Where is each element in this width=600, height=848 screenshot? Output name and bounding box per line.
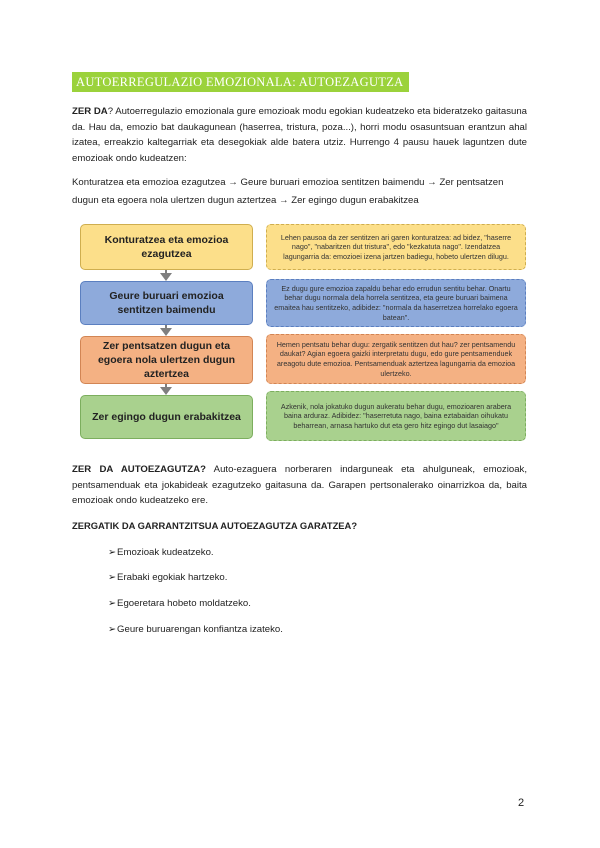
- steps-flow-text: Konturatzea eta emozioa ezagutzea → Geure buruari emozioa sentitzen baimendu → Zer pentsatzen dugun eta egoera nola ulertzen dugun aztertzea → Zer egingo dugun erabakitzea: [72, 177, 504, 206]
- arrow-bullet-icon: ➢: [108, 572, 117, 583]
- autoezagutza-text: Auto-ezaguera norberaren indarguneak eta ahulguneak, emozioak, pentsamenduak eta jokabideak ezagutzeko gaitasuna da. Garapen pertsonalerako oinarrizkoa da, baita emozioak ondo kudeatzeko ere.: [72, 464, 527, 506]
- step-description-1: Lehen pausoa da zer sentitzen ari garen konturatzea: ad bidez, "haserre nago", "nabaritzen dut tristura", edo "kezkatuta nago". Izendatzea lagungarria da: emozioei izena jartzen badiegu, hobeto ulertzen dilugu.: [266, 224, 526, 270]
- arrow-down-icon: [160, 387, 172, 395]
- step-description-4: Azkenik, nola jokatuko dugun aukeratu behar dugu, emozioaren arabera baina arduraz. Adibidez: "haserretuta nago, baina eztabaidan oihukatu beharrean, arnasa hartuko dut eta gero hitz egingo dut lasaiago": [266, 391, 526, 441]
- arrow-bullet-icon: ➢: [108, 598, 117, 609]
- step-box-1: Konturatzea eta emozioa ezagutzea: [80, 224, 253, 270]
- autoezagutza-paragraph: [72, 462, 527, 509]
- step-description-2: Ez dugu gure emozioa zapaldu behar edo errudun sentitu behar. Onartu behar dugu normala dela horrela sentitzea, eta geure buruari baimena emaitea hau sentitzeko, adibidez: "normala da haserretzea horrelako egoera batean".: [266, 279, 526, 327]
- arrow-bullet-icon: ➢: [108, 624, 117, 635]
- step-box-3: Zer pentsatzen dugun eta egoera nola ulertzen dugun aztertzea: [80, 336, 253, 384]
- list-item: ➢Geure buruarengan konfiantza izateko.: [108, 624, 283, 635]
- list-item: ➢Egoeretara hobeto moldatzeko.: [108, 598, 251, 609]
- step-box-2: Geure buruari emozioa sentitzen baimendu: [80, 281, 253, 325]
- page-title: AUTOERREGULAZIO EMOZIONALA: AUTOEZAGUTZA: [72, 72, 409, 92]
- list-item: ➢Erabaki egokiak hartzeko.: [108, 572, 228, 583]
- arrow-bullet-icon: ➢: [108, 547, 117, 558]
- intro-lead: ZER DA: [72, 106, 108, 117]
- list-item: ➢Emozioak kudeatzeko.: [108, 547, 214, 558]
- why-heading: ZERGATIK DA GARRANTZITSUA AUTOEZAGUTZA GARATZEA?: [72, 520, 358, 531]
- step-box-4: Zer egingo dugun erabakitzea: [80, 395, 253, 439]
- arrow-down-icon: [160, 328, 172, 336]
- intro-text: ? Autoerregulazio emozionala gure emozioak modu egokian kudeatzeko eta bideratzeko gaitasuna da. Hau da, emozio bat daukagunean (haserrea, tristura, poza...), horri modu osasuntsuan erantzun ahal izatea, erreakzio kaltegarriak eta desegokiak alde batera utziz. Hurrengo 4 pausu hauek laguntzen dute emozioak ondo kudeatzen:: [72, 106, 527, 164]
- page-number: 2: [518, 797, 525, 809]
- step-description-3: Hemen pentsatu behar dugu: zergatik sentitzen dut hau? zer pentsamendu daukat? Agian egoera gaizki interpretatu dugu, edo gure pentsamenduek areagotu dute emozioa. Pentsamenduak aztertzea lagungarria da emozioa ulertzeko.: [266, 334, 526, 384]
- autoezagutza-lead: ZER DA AUTOEZAGUTZA?: [72, 464, 206, 475]
- intro-paragraph: [72, 104, 527, 166]
- arrow-down-icon: [160, 273, 172, 281]
